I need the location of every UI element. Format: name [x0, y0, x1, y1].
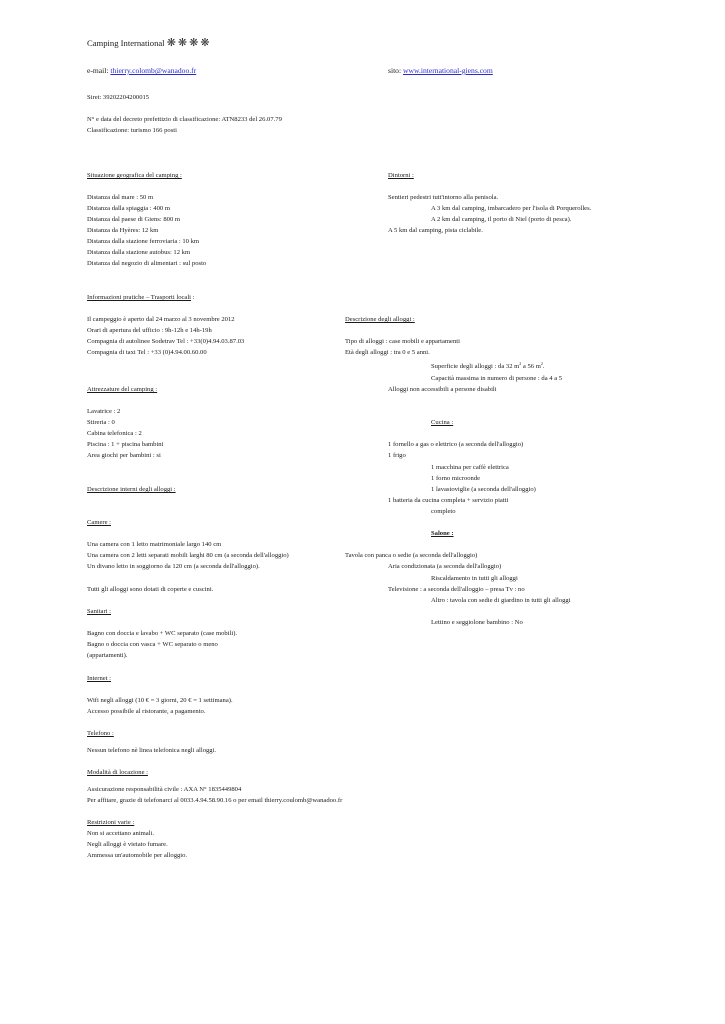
email-label: e-mail: — [87, 66, 109, 75]
email-link[interactable]: thierry.colomb@wanadoo.fr — [110, 66, 197, 75]
surface-unit-sup: 2 — [519, 360, 522, 366]
list-item: 1 forno microonde — [431, 475, 481, 482]
surface-unit-sup: 2 — [540, 360, 543, 366]
surroundings-heading: Dintorni : — [388, 172, 414, 179]
list-item: Un divano letto in soggiorno da 120 cm (a seconda dell'alloggio). — [87, 563, 260, 570]
website-line — [388, 66, 493, 75]
list-item: Stireria : 0 — [87, 419, 115, 426]
list-item: Compagnia di taxi Tel : +33 (0)4.94.00.60.00 — [87, 349, 207, 356]
kitchen-heading: Cucina : — [431, 419, 454, 426]
list-item: Una camera con 2 letti separati mobili larghi 80 cm (a seconda dell'alloggio) — [87, 552, 289, 559]
list-item: Lettino e seggiolone bambino : No — [431, 619, 523, 626]
internet-heading: Internet : — [87, 675, 111, 682]
site-label: sito: — [388, 66, 402, 75]
list-item: Non si accettano animali. — [87, 830, 155, 837]
practical-heading-text: Informazioni pratiche – Trasporti locali — [87, 294, 192, 301]
list-item: Ammessa un'automobile per alloggio. — [87, 852, 188, 859]
accommodation-heading: Descrizione degli alloggi : — [345, 316, 415, 323]
decree: N° e data del decreto prefettizio di classificazione: ATN8233 del 26.07.79 — [87, 116, 282, 123]
classification: Classificazione: turismo 166 posti — [87, 127, 177, 134]
website-link[interactable]: www.international-giens.com — [403, 66, 493, 75]
star-rating-icon: ❋❋❋❋ — [166, 37, 212, 49]
list-item: Televisione : a seconda dell'alloggio – presa Tv : no — [388, 586, 525, 593]
list-item: Bagno con doccia e lavabo + WC separato (case mobili). — [87, 630, 238, 637]
interior-heading: Descrizione interni degli alloggi : — [87, 486, 176, 493]
list-item: Riscaldamento in tutti gli alloggi — [431, 575, 518, 582]
list-item: A 3 km dal camping, imbarcadero per l'isola di Porquerolles. — [431, 205, 592, 212]
list-item: Orari di apertura del ufficio : 9h-12h e 14h-19h — [87, 327, 212, 334]
location-heading: Situazione geografica del camping : — [87, 172, 182, 179]
camping-name: Camping International — [87, 38, 165, 48]
list-item: Cabina telefonica : 2 — [87, 430, 142, 437]
list-item: Negli alloggi è vietato fumare. — [87, 841, 168, 848]
list-item: Distanza dal mare : 50 m — [87, 194, 154, 201]
email-line — [87, 66, 196, 75]
list-item: 1 lavastoviglie (a seconda dell'alloggio) — [431, 486, 536, 493]
list-item: 1 frigo — [388, 452, 406, 459]
page-title — [87, 38, 212, 48]
list-item: Distanza dal negozio di alimentari : sul posto — [87, 260, 207, 267]
surface-text: a 56 m — [521, 363, 541, 370]
accommodation-capacity: Capacità massima in numero di persone : da 4 a 5 — [431, 375, 563, 382]
accommodation-type: Tipo di alloggi : case mobili e appartamenti — [345, 338, 460, 345]
list-item: Tavola con panca o sedie (a seconda dell'alloggio) — [345, 552, 478, 559]
restrictions-heading: Restrizioni varie : — [87, 819, 135, 826]
list-item: Sentieri pedestri tutt'intorno alla penisola. — [388, 194, 499, 201]
list-item: Bagno o doccia con vasca + WC separato o meno — [87, 641, 218, 648]
list-item: Distanza dalla stazione autobus: 12 km — [87, 249, 191, 256]
accommodation-age: Età degli alloggi : tra 0 e 5 anni. — [345, 349, 430, 356]
accommodation-accessibility: Alloggi non accessibili a persone disabili — [388, 386, 497, 393]
list-item: Tutti gli alloggi sono dotati di coperte e cuscini. — [87, 586, 214, 593]
living-heading: Salone : — [431, 530, 454, 537]
list-item: 1 batteria da cucina completa + servizio piatti — [388, 497, 509, 504]
list-item: 1 fornello a gas o elettrico (a seconda dell'alloggio) — [388, 441, 524, 448]
list-item: Assicurazione responsabilità civile : AXA N° 1835449804 — [87, 786, 242, 793]
list-item: Il campeggio è aperto dal 24 marzo al 3 novembre 2012 — [87, 316, 235, 323]
list-item: Nessun telefono nè linea telefonica negli alloggi. — [87, 747, 217, 754]
list-item: Altro : tavola con sedie di giardino in tutti gli alloggi — [431, 597, 571, 604]
list-item: Distanza dal paese di Giens: 800 m — [87, 216, 181, 223]
list-item: (appartamenti). — [87, 652, 128, 659]
list-item: Per affitare, grazie di telefonarci al 0033.4.94.58.90.16 o per email thierry.coulomb@wanadoo.fr — [87, 797, 343, 804]
siret: Siret: 39202204200015 — [87, 94, 150, 101]
list-item: Una camera con 1 letto matrimoniale largo 140 cm — [87, 541, 222, 548]
practical-heading-suffix: : — [191, 294, 195, 301]
list-item: Lavatrice : 2 — [87, 408, 121, 415]
list-item: Accesso possibile al ristorante, a pagamento. — [87, 708, 206, 715]
list-item: Area giochi per bambini : si — [87, 452, 161, 459]
list-item: Distanza dalla stazione ferroviaria : 10 km — [87, 238, 200, 245]
list-item: Piscina : 1 + piscina bambini — [87, 441, 164, 448]
list-item: A 2 km dal camping, il porto di Niel (porto di pesca). — [431, 216, 572, 223]
list-item: completo — [431, 508, 456, 515]
list-item: A 5 km dal camping, pista ciclabile. — [388, 227, 483, 234]
sanitary-heading: Sanitari : — [87, 608, 111, 615]
list-item: Aria condizionata (a seconda dell'alloggio) — [388, 563, 502, 570]
list-item: Compagnia di autolinee Sodetrav Tel : +33(0)4.94.03.87.03 — [87, 338, 245, 345]
practical-heading — [87, 294, 195, 302]
equipment-heading: Attrezzature del camping : — [87, 386, 158, 393]
list-item: 1 macchina per caffè elettrica — [431, 464, 509, 471]
rental-heading: Modalità di locazione : — [87, 769, 148, 776]
list-item: Wifi negli alloggi (10 € = 3 giorni, 20 € = 1 settimana). — [87, 697, 233, 704]
list-item: Distanza dalla spiaggia : 400 m — [87, 205, 170, 212]
rooms-heading: Camere : — [87, 519, 111, 526]
surface-text: . — [542, 363, 545, 370]
phone-heading: Telefono : — [87, 730, 114, 737]
surface-text: Superficie degli alloggi : da 32 m — [431, 363, 520, 370]
list-item: Distanza da Hyères: 12 km — [87, 227, 159, 234]
accommodation-surface — [431, 360, 545, 371]
